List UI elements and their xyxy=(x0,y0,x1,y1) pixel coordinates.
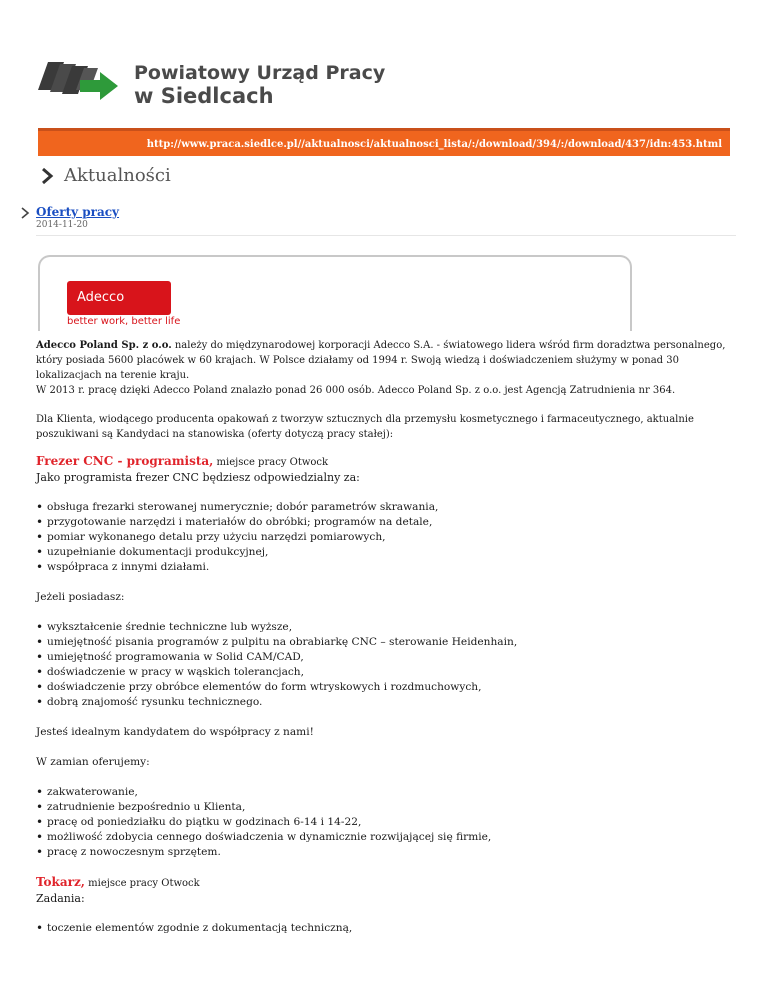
intro-paragraph xyxy=(36,338,730,383)
article-content xyxy=(36,338,730,936)
list-item: • doświadczenie w pracy w wąskich tolerancjach, xyxy=(36,665,730,680)
company-description: należy do międzynarodowej korporacji Adecco S.A. - światowego lidera wśród firm doradztwa personalnego, który posiada 5600 placówek w 60 krajach. W Polsce działamy od 1994 r. Swoją wiedzą i doświadczeniem służymy w ponad 30 lokalizacjach na terenie kraju. xyxy=(36,340,726,381)
list-item: • doświadczenie przy obróbce elementów do form wtryskowych i rozdmuchowych, xyxy=(36,680,730,695)
ideal-candidate-text: Jesteś idealnym kandydatem do współpracy z nami! xyxy=(36,726,314,738)
site-header xyxy=(0,0,768,128)
section-title: Aktualności xyxy=(64,165,171,186)
offer-lead: W zamian oferujemy: xyxy=(36,756,150,768)
logo-title: Powiatowy Urząd Pracy xyxy=(134,62,386,84)
requirements-list xyxy=(36,620,730,710)
client-paragraph: Dla Klienta, wiodącego producenta opakowań z tworzyw sztucznych dla przemysłu kosmetycznego i farmaceutycznego, aktualnie poszukiwani są Kandydaci na stanowiska (oferty dotyczą pracy stałej): xyxy=(36,414,694,440)
divider xyxy=(36,235,736,236)
logo-icon xyxy=(34,60,120,104)
list-item: • możliwość zdobycia cennego doświadczenia w dynamicznie rozwijającej się firmie, xyxy=(36,830,730,845)
list-item: • umiejętność pisania programów z pulpitu na obrabiarkę CNC – sterowanie Heidenhain, xyxy=(36,635,730,650)
job-heading-1 xyxy=(36,454,730,470)
list-item: • dobrą znajomość rysunku technicznego. xyxy=(36,695,730,710)
list-item: • toczenie elementów zgodnie z dokumentacją techniczną, xyxy=(36,921,730,936)
list-item: • pracę od poniedziałku do piątku w godzinach 6-14 i 14-22, xyxy=(36,815,730,830)
list-item: • przygotowanie narzędzi i materiałów do obróbki; programów na detale, xyxy=(36,515,730,530)
list-item: • obsługa frezarki sterowanej numerycznie; dobór parametrów skrawania, xyxy=(36,500,730,515)
job-place-2: miejsce pracy Otwock xyxy=(84,878,200,889)
list-item: • zakwaterowanie, xyxy=(36,785,730,800)
company-name: Adecco Poland Sp. z o.o. xyxy=(36,340,172,351)
article-date: 2014-11-20 xyxy=(36,220,88,230)
offers-list xyxy=(36,785,730,860)
adecco-tagline: better work, better life xyxy=(67,316,181,327)
adecco-logo-text: Adecco xyxy=(77,290,125,305)
chevron-right-icon xyxy=(40,167,54,185)
job-title-1: Frezer CNC - programista, xyxy=(36,454,214,468)
job-place-1: miejsce pracy Otwock xyxy=(213,457,329,468)
job-lead-1: Jako programista frezer CNC będziesz odpowiedzialny za: xyxy=(36,471,360,484)
job-heading-2 xyxy=(36,875,730,891)
list-item: • uzupełnianie dokumentacji produkcyjnej, xyxy=(36,545,730,560)
list-item: • wykształcenie średnie techniczne lub wyższe, xyxy=(36,620,730,635)
job-title-2: Tokarz, xyxy=(36,875,85,889)
intro-line2: W 2013 r. pracę dzięki Adecco Poland znalazło ponad 26 000 osób. Adecco Poland Sp. z o.o. jest Agencją Zatrudnienia nr 364. xyxy=(36,385,676,396)
requirements-lead: Jeżeli posiadasz: xyxy=(36,591,125,603)
list-item: • pracę z nowoczesnym sprzętem. xyxy=(36,845,730,860)
list-item: • współpraca z innymi działami. xyxy=(36,560,730,575)
list-item: • pomiar wykonanego detalu przy użyciu narzędzi pomiarowych, xyxy=(36,530,730,545)
job-lead-2: Zadania: xyxy=(36,892,85,905)
article-title-link[interactable]: Oferty pracy xyxy=(36,205,120,219)
duties-list-1 xyxy=(36,500,730,575)
url-bar xyxy=(38,128,730,156)
chevron-right-icon xyxy=(20,207,30,219)
list-item: • zatrudnienie bezpośrednio u Klienta, xyxy=(36,800,730,815)
list-item: • umiejętność programowania w Solid CAM/CAD, xyxy=(36,650,730,665)
adecco-logo xyxy=(67,281,171,315)
duties-list-2 xyxy=(36,921,730,936)
page-url[interactable]: http://www.praca.siedlce.pl//aktualnosci/aktualnosci_lista/:/download/394/:/download/437/idn:453.html xyxy=(146,139,722,150)
logo-subtitle: w Siedlcach xyxy=(134,84,274,108)
